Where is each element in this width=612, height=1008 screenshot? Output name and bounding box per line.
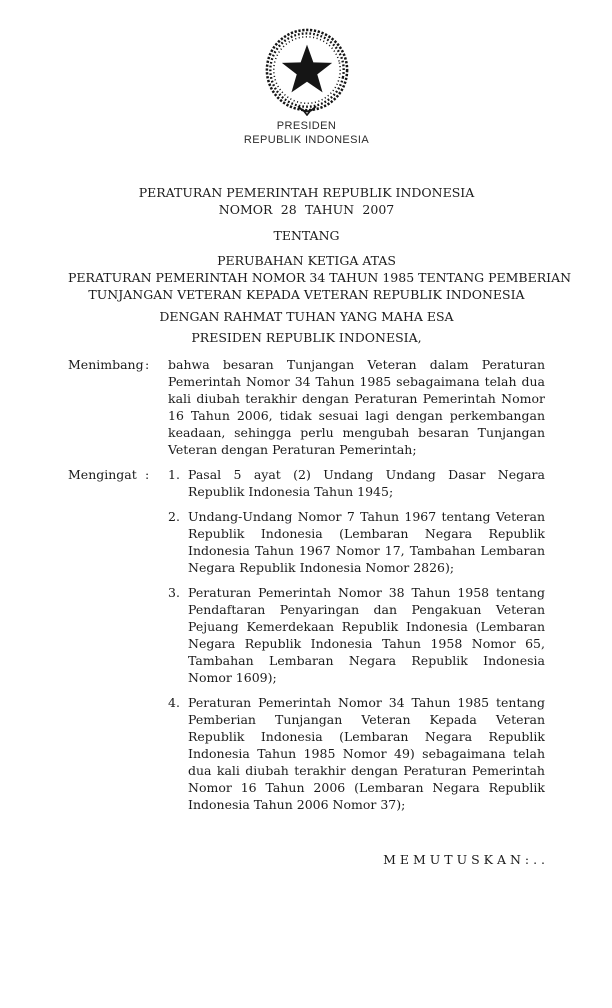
star-wreath-emblem-icon xyxy=(262,28,352,116)
subject-line-1: PERUBAHAN KETIGA ATAS xyxy=(217,253,396,268)
legal-basis-item xyxy=(168,584,545,686)
mengingat-list xyxy=(168,466,545,813)
menimbang-label: Menimbang xyxy=(68,357,144,372)
mengingat-section xyxy=(68,466,545,813)
legal-basis-item xyxy=(168,466,545,500)
menimbang-section xyxy=(68,356,545,458)
memutuskan-catchword: M E M U T U S K A N : . . xyxy=(383,852,545,867)
legal-basis-item xyxy=(168,508,545,576)
tentang-label: TENTANG xyxy=(273,228,340,243)
menimbang-text: bahwa besaran Tunjangan Veteran dalam Peraturan Pemerintah Nomor 34 Tahun 1985 sebagaimana telah dua kali diubah terakhir dengan Peraturan Pemerintah Nomor 16 Tahun 2006, tidak sesuai lagi dengan perkembangan keadaan, sehingga perlu mengubah besaran Tunjangan Veteran dengan Peraturan Pemerintah; xyxy=(168,357,545,457)
invocation-line: DENGAN RAHMAT TUHAN YANG MAHA ESA xyxy=(159,309,454,324)
item-text: Undang-Undang Nomor 7 Tahun 1967 tentang Veteran Republik Indonesia (Lembaran Negara Republik Indonesia Tahun 1967 Nomor 17, Tambahan Lembaran Negara Republik Indonesia Nomor 2826); xyxy=(188,509,545,575)
item-number: 1. xyxy=(168,467,180,482)
item-text: Peraturan Pemerintah Nomor 34 Tahun 1985 tentang Pemberian Tunjangan Veteran Kepada Veteran Republik Indonesia (Lembaran Negara Republik Indonesia Tahun 1985 Nomor 49) sebagaimana telah dua kali diubah terakhir dengan Peraturan Pemerintah Nomor 16 Tahun 2006 (Lembaran Negara Republik Indonesia Tahun 2006 Nomor 37); xyxy=(188,695,545,812)
subject-line-2: PERATURAN PEMERINTAH NOMOR 34 TAHUN 1985 TENTANG PEMBERIAN xyxy=(68,270,572,285)
item-text: Peraturan Pemerintah Nomor 38 Tahun 1958 tentang Pendaftaran Penyaringan dan Pengakuan Veteran Pejuang Kemerdekaan Republik Indonesia (Lembaran Negara Republik Indonesia Tahun 1958 Nomor 65, Tambahan Lembaran Negara Republik Indonesia Nomor 1609); xyxy=(188,585,545,685)
legal-basis-item xyxy=(168,694,545,813)
authority-line: PRESIDEN REPUBLIK INDONESIA, xyxy=(191,330,422,345)
item-number: 2. xyxy=(168,509,180,524)
regulation-title: PERATURAN PEMERINTAH REPUBLIK INDONESIA xyxy=(138,185,475,200)
letterhead-line-republik: REPUBLIK INDONESIA xyxy=(243,134,370,146)
menimbang-colon: : xyxy=(145,357,150,372)
item-number: 3. xyxy=(168,585,180,600)
item-text: Pasal 5 ayat (2) Undang Undang Dasar Negara Republik Indonesia Tahun 1945; xyxy=(188,467,545,499)
regulation-number: NOMOR 28 TAHUN 2007 xyxy=(218,202,395,217)
mengingat-label: Mengingat xyxy=(68,467,137,482)
mengingat-colon: : xyxy=(145,467,150,482)
subject-line-3: TUNJANGAN VETERAN KEPADA VETERAN REPUBLIK INDONESIA xyxy=(88,287,525,302)
letterhead-line-presiden: PRESIDEN xyxy=(276,120,337,132)
item-number: 4. xyxy=(168,695,180,710)
document-title-block xyxy=(68,184,572,346)
letterhead xyxy=(68,28,545,147)
regulation-subject xyxy=(68,252,572,303)
